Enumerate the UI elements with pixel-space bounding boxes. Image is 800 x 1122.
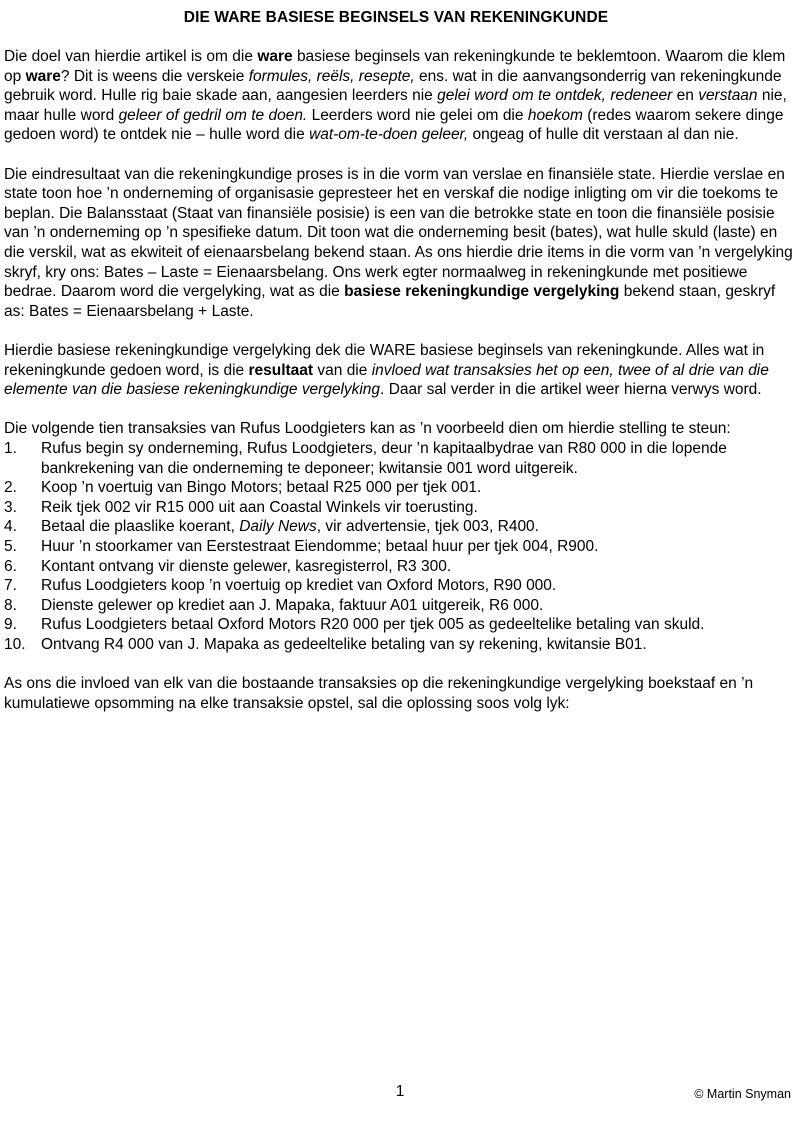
bold-run: resultaat: [248, 361, 313, 379]
list-item: [4, 517, 796, 537]
paragraph-closing: As ons die invloed van elk van die bostaande transaksies op die rekeningkundige vergelyking boekstaaf en ’n kumulatiewe opsomming na elke transaksie opstel, sal die oplossing soos volg lyk:: [4, 675, 754, 712]
list-item-text: Kontant ontvang vir dienste gelewer, kasregisterrol, R3 300.: [41, 557, 452, 575]
list-item-number: 9.: [4, 616, 17, 634]
bold-run: ware: [257, 48, 293, 66]
page-footer: [0, 1082, 800, 1122]
list-item-number: 7.: [4, 577, 17, 595]
list-item-number: 10.: [4, 635, 26, 653]
text-run: , vir advertensie, tjek 003, R400.: [316, 518, 539, 536]
list-item: [4, 615, 796, 635]
list-item-text: Koop ’n voertuig van Bingo Motors; betaal R25 000 per tjek 001.: [41, 479, 482, 497]
text-run: Die eindresultaat van die rekeningkundige proses is in die vorm van verslae en finansiële state. Hierdie verslae en state toon hoe ’n onderneming of organisasie gepresteer het en verskaf die nodige inligting om vir die toekoms te beplan. Die Balansstaat (Staat van finansiële posisie) is een van die betrokke state en toon die finansiële posisie van ’n onderneming op ’n spesifieke datum. Dit toon wat die onderneming besit (bates), wat hulle skuld (laste) en die verskil, wat as ekwiteit of eienaarsbelang bekend staan. As ons hierdie drie items in die vorm van ’n vergelyking skryf, kry ons: Bates – Laste = Eienaarsbelang. Ons werk egter normaalweg in rekeningkunde met positiewe bedrae. Daarom word die vergelyking, wat as die: [4, 165, 793, 301]
text-run: Betaal die plaaslike koerant,: [41, 518, 240, 536]
text-run: . Daar sal verder in die artikel weer hierna verwys word.: [380, 381, 762, 399]
list-item: [4, 537, 796, 557]
text-run: (redes waarom sekere dinge gedoen word) te ontdek nie – hulle word die: [4, 106, 784, 144]
text-run: ongeag of hulle dit verstaan al dan nie.: [468, 126, 739, 144]
list-item: [4, 498, 796, 518]
italic-run: geleer of gedril om te doen.: [118, 106, 308, 124]
paragraph-true-principles: [4, 341, 796, 400]
document-body: [4, 8, 796, 713]
spacer: [4, 400, 796, 420]
text-run: Die doel van hierdie artikel is om die: [4, 48, 258, 66]
page-title: [4, 8, 796, 28]
list-item-text: Dienste gelewer op krediet aan J. Mapaka, faktuur A01 uitgereik, R6 000.: [41, 596, 544, 614]
list-item-text: Rufus begin sy onderneming, Rufus Loodgieters, deur ’n kapitaalbydrae van R80 000 in die lopende bankrekening van die onderneming te deponeer; kwitansie 001 word uitgereik.: [41, 439, 727, 477]
list-item-text: Huur ’n stoorkamer van Eerstestraat Eiendomme; betaal huur per tjek 004, R900.: [41, 537, 599, 555]
text-run: en: [672, 87, 699, 105]
list-item: [4, 439, 796, 478]
list-item-text: Ontvang R4 000 van J. Mapaka as gedeeltelike betaling van sy rekening, kwitansie B01.: [41, 635, 647, 653]
italic-run: invloed wat transaksies het op een, twee of al drie van die elemente van die basiese rekeningkundige vergelyking: [4, 361, 769, 399]
text-run: nie, maar hulle word: [4, 87, 787, 124]
list-item-number: 8.: [4, 596, 17, 614]
list-item-number: 4.: [4, 518, 17, 536]
text-run: van die: [312, 361, 372, 379]
spacer: [4, 28, 796, 48]
title-emphasis: WARE: [214, 9, 262, 26]
list-item: [4, 478, 796, 498]
bold-run: basiese rekeningkundige vergelyking: [344, 283, 620, 301]
italic-run: verstaan: [698, 87, 758, 105]
spacer: [4, 321, 796, 341]
spacer: [4, 655, 796, 675]
text-run: basiese beginsels van rekeningkunde te beklemtoon. Waarom die klem op: [4, 48, 786, 85]
list-item-number: 2.: [4, 479, 17, 497]
list-item-number: 1.: [4, 439, 17, 457]
text-run: Leerders word nie gelei om die: [307, 106, 528, 124]
text-run: ? Dit is weens die verskeie: [60, 67, 249, 85]
copyright-notice: © Martin Snyman: [694, 1087, 791, 1101]
title-prefix: DIE: [183, 9, 215, 26]
list-item: [4, 596, 796, 616]
list-item-number: 3.: [4, 498, 17, 516]
italic-run: gelei word om te ontdek, redeneer: [437, 87, 673, 105]
paragraph-transactions-intro: Die volgende tien transaksies van Rufus Loodgieters kan as ’n voorbeeld dien om hierdie stelling te steun:: [4, 420, 731, 438]
list-item-text: [41, 518, 539, 535]
italic-run: Daily News: [239, 518, 317, 536]
text-run: Hierdie basiese rekeningkundige vergelyking dek die WARE basiese beginsels van rekeningkunde. Alles wat in rekeningkunde gedoen word, is die: [4, 342, 765, 379]
paragraph-accounting-equation: [4, 165, 796, 322]
transaction-list: [4, 439, 796, 655]
bold-run: ware: [25, 67, 61, 85]
list-item-number: 6.: [4, 557, 17, 575]
text-run: bekend staan, geskryf as: Bates = Eienaarsbelang + Laste.: [4, 283, 776, 320]
italic-run: formules, reëls, resepte,: [248, 67, 415, 85]
list-item: [4, 557, 796, 577]
list-item: [4, 576, 796, 596]
list-item-text: Rufus Loodgieters betaal Oxford Motors R20 000 per tjek 005 as gedeeltelike betaling van skuld.: [41, 616, 705, 634]
list-item-number: 5.: [4, 537, 17, 555]
list-item-text: Reik tjek 002 vir R15 000 uit aan Coastal Winkels vir toerusting.: [41, 498, 478, 516]
page-number: 1: [395, 1083, 405, 1100]
title-suffix: BASIESE BEGINSELS VAN REKENINGKUNDE: [261, 9, 609, 26]
list-item-text: Rufus Loodgieters koop ’n voertuig op krediet van Oxford Motors, R90 000.: [41, 577, 557, 595]
text-run: ens. wat in die aanvangsonderrig van rekeningkunde gebruik word. Hulle rig baie skade aan, aangesien leerders nie: [4, 67, 782, 105]
italic-run: hoekom: [527, 106, 583, 124]
paragraph-intro: [4, 47, 796, 145]
list-item: [4, 635, 796, 655]
italic-run: wat-om-te-doen geleer,: [309, 126, 469, 144]
spacer: [4, 145, 796, 165]
